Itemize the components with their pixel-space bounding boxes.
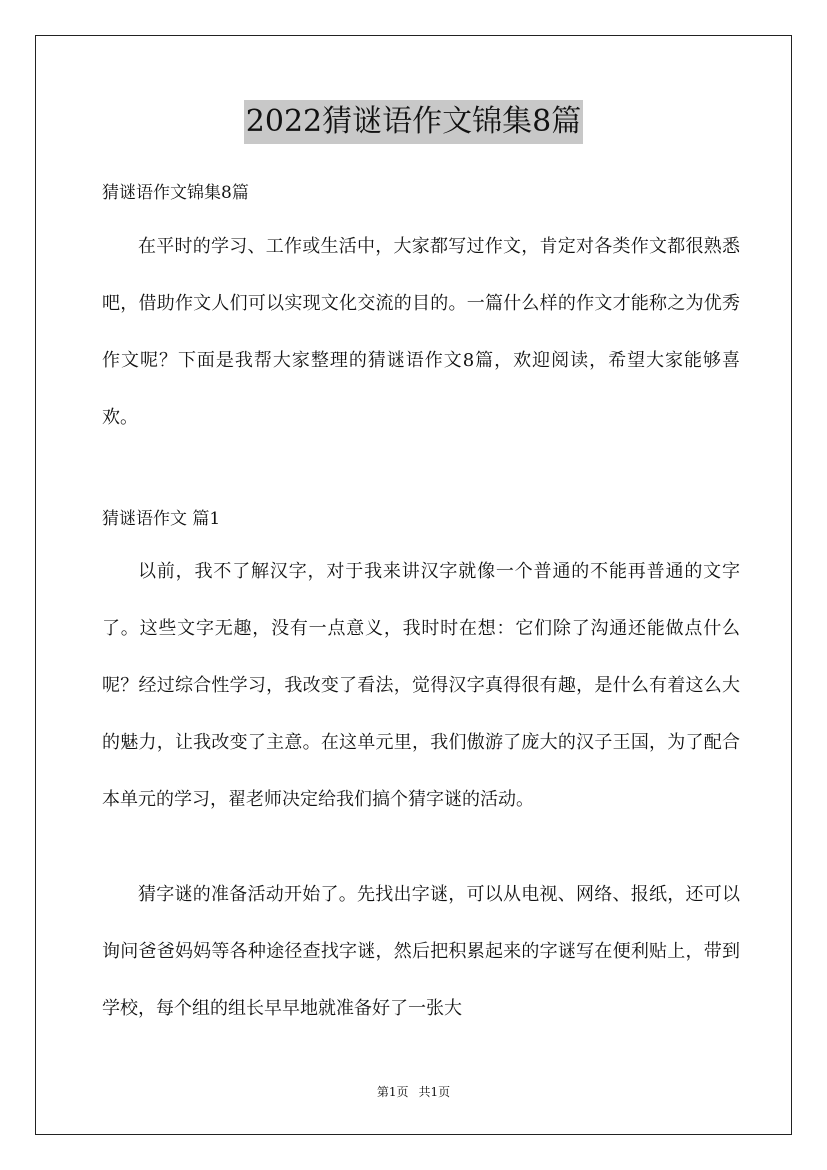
page-footer [0, 1082, 827, 1102]
intro-paragraph: 在平时的学习、工作或生活中，大家都写过作文，肯定对各类作文都很熟悉吧，借助作文人们可以实现文化交流的目的。一篇什么样的作文才能称之为优秀作文呢？下面是我帮大家整理的猜谜语作文8篇，欢迎阅读，希望大家能够喜欢。 [102, 236, 740, 428]
body-paragraph-1: 以前，我不了解汉字，对于我来讲汉字就像一个普通的不能再普通的文字了。这些文字无趣，没有一点意义，我时时在想：它们除了沟通还能做点什么呢？经过综合性学习，我改变了看法，觉得汉字真得很有趣，是什么有着这么大的魅力，让我改变了主意。在这单元里，我们傲游了庞大的汉子王国，为了配合本单元的学习，翟老师决定给我们搞个猜字谜的活动。 [102, 561, 740, 810]
title-container [0, 100, 827, 144]
page-number: 第1页 [376, 1085, 409, 1099]
document-subtitle: 猜谜语作文锦集8篇 [102, 183, 249, 203]
section-heading: 猜谜语作文 篇1 [102, 509, 221, 529]
body-paragraph-2: 猜字谜的准备活动开始了。先找出字谜，可以从电视、网络、报纸，还可以询问爸爸妈妈等各种途径查找字谜，然后把积累起来的字谜写在便利贴上，带到学校，每个组的组长早早地就准备好了一张大 [102, 884, 740, 1019]
document-title: 2022猜谜语作文锦集8篇 [244, 100, 583, 144]
page-total: 共1页 [418, 1085, 451, 1099]
